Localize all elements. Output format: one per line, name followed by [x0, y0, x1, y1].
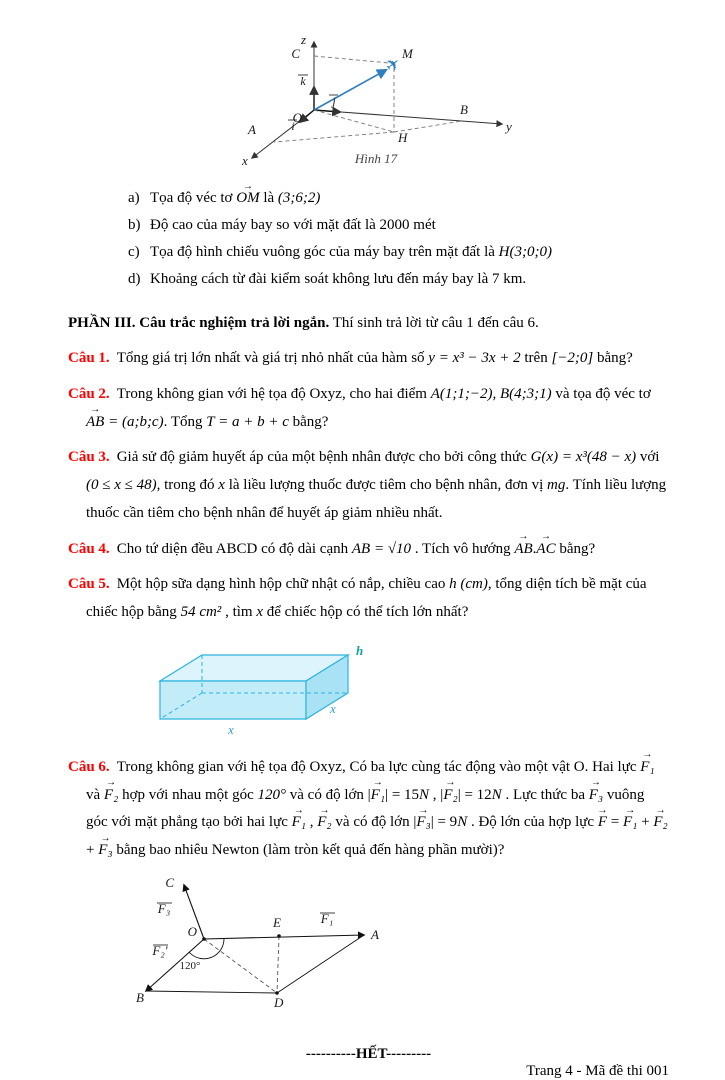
forces-svg [124, 875, 384, 1015]
statement-b [128, 212, 669, 239]
question-1 [68, 345, 669, 373]
label-angle: 120° [179, 959, 201, 972]
question-1-text: Tổng giá trị lớn nhất và giá trị nhỏ nhất của hàm số y = x³ − 3x + 2 trên [−2;0] bằng? [116, 350, 633, 366]
question-4-label: Câu 4. [68, 540, 110, 557]
box-height-label: h [356, 642, 364, 658]
section-subtitle: Thí sinh trả lời từ câu 1 đến câu 6. [329, 315, 539, 331]
axes [252, 42, 502, 158]
statement-d [128, 266, 669, 293]
box-depth-label: x [330, 700, 336, 716]
question-5-label: Câu 5. [68, 576, 110, 593]
statement-a-text: Tọa độ véc tơ OM → là (3;6;2) [150, 190, 320, 206]
dash-o-d [204, 939, 277, 993]
statement-d-label: d) [128, 271, 141, 287]
label-b: B [136, 989, 144, 1005]
end-marker: ----------HẾT--------- [305, 1045, 432, 1062]
f1-vector-line [204, 935, 364, 939]
page-footer: Trang 4 - Mã đề thi 001 [526, 1062, 669, 1079]
question-6 [68, 754, 669, 865]
angle-arc [189, 938, 224, 958]
k-label: k [300, 74, 306, 88]
point-label-o: O [292, 110, 302, 125]
point-label-b: B [460, 102, 468, 117]
question-1-label: Câu 1. [68, 350, 110, 366]
statement-c-text: Tọa độ hình chiếu vuông góc của máy bay trên mặt đất là H(3;0;0) [150, 244, 552, 260]
edge-d-a [277, 935, 364, 993]
j-vector [314, 110, 340, 112]
statement-d-text: Khoảng cách từ đài kiểm soát không lưu đến máy bay là 7 km. [150, 271, 527, 287]
y-axis [314, 110, 502, 124]
question-6-label: Câu 6. [68, 758, 110, 775]
question-2 [68, 381, 669, 437]
question-6-text: Trong không gian với hệ tọa độ Oxyz, Có ba lực cùng tác động vào một vật O. Hai lực F₁ → và F₂ → hợp với nhau một góc 120° và có độ lớn |F₁ →| = 15N , |F₂ →| = 12N . Lực thức ba F₃ → vuông góc với mặt phẳng tạo bởi hai lực F₁ → , F₂ → và có độ lớn |F₃ →| = 9N . Độ lớn của hợp lực F → = F₁ → + F₂ → + F₃ → bằng bao nhiêu Newton (làm tròn kết quả đến hàng phần mười)? [86, 759, 668, 858]
box-width-label: x [228, 721, 234, 737]
question-3-text: Giả sử độ giảm huyết áp của một bệnh nhân được cho bởi công thức G(x) = x³(48 − x) với (0 ≤ x ≤ 48), trong đó x là liều lượng thuốc được tiêm cho bệnh nhân, đơn vị mg. Tính liều lượng thuốc cần tiêm cho bệnh nhân để huyết áp giảm nhiều nhất. [86, 449, 667, 521]
statement-c [128, 239, 669, 266]
i-vector [300, 110, 314, 122]
box-front-face [160, 681, 306, 719]
question-2-text: Trong không gian với hệ tọa độ Oxyz, cho hai điểm A(1;1;−2), B(4;3;1) và tọa độ véc tơ AB → = (a;b;c). Tổng T = a + b + c bằng? [86, 386, 651, 430]
question-3-label: Câu 3. [68, 449, 110, 466]
figure-caption: Hình 17 [354, 151, 398, 166]
axis-label-x: x [242, 153, 248, 168]
axis-label-z: z [300, 32, 306, 47]
om-vector [314, 70, 386, 110]
statement-a [128, 185, 669, 212]
label-e: E [273, 914, 281, 930]
question-5-text: Một hộp sữa dạng hình hộp chữ nhật có nắp, chiều cao h (cm), tổng diện tích bề mặt của chiếc hộp bằng 54 cm² , tìm x để chiếc hộp có thể tích lớn nhất? [86, 576, 647, 620]
section-header [68, 311, 669, 335]
point-dots [202, 934, 281, 995]
airplane-icon: ✈ [381, 52, 405, 77]
point-label-m: M [402, 46, 413, 61]
point-label-c: C [291, 46, 300, 61]
i-label: i [291, 119, 295, 133]
force-vectors [146, 885, 364, 991]
point-labels [241, 32, 512, 168]
dashed-lines [204, 936, 279, 993]
figure-box [140, 639, 669, 744]
point-label-a: A [248, 122, 256, 137]
force-label-overlines [153, 900, 335, 945]
figure-coordinate-system [226, 30, 669, 175]
statement-c-label: c) [128, 244, 140, 260]
label-d: D [274, 994, 284, 1010]
statement-a-label: a) [128, 190, 140, 206]
axis-label-y: y [506, 119, 512, 134]
box-svg [140, 639, 390, 739]
edge-b-d [146, 991, 277, 993]
label-f2: F₂′ [152, 942, 168, 958]
box-faces [160, 655, 348, 719]
dash-h-to-a [274, 132, 394, 142]
label-f1: F₁ [320, 910, 334, 926]
question-4 [68, 536, 669, 564]
label-f3: F₃ [157, 900, 171, 916]
point-label-h: H [398, 130, 408, 145]
figure-forces [124, 875, 669, 1020]
j-label: j [332, 94, 336, 108]
dash-c-to-m [314, 56, 389, 63]
dash-e-d [277, 936, 279, 993]
force-labels [136, 875, 379, 1010]
coordinate-system-svg [226, 30, 516, 170]
statement-b-text: Độ cao của máy bay so với mặt đất là 2000 mét [150, 217, 436, 233]
label-o: O [187, 923, 197, 939]
dashed-construction-lines [274, 56, 462, 142]
section-title: PHẦN III. Câu trắc nghiệm trả lời ngắn. [68, 315, 330, 331]
statement-b-label: b) [128, 217, 141, 233]
question-3 [68, 444, 669, 527]
label-c: C [165, 874, 174, 890]
statement-list [128, 185, 669, 293]
question-2-label: Câu 2. [68, 385, 110, 402]
question-5 [68, 571, 669, 627]
question-4-text: Cho tứ diện đều ABCD có độ dài cạnh AB = √10 . Tích vô hướng AB →.AC → bằng? [117, 541, 595, 557]
label-a: A [371, 926, 379, 942]
